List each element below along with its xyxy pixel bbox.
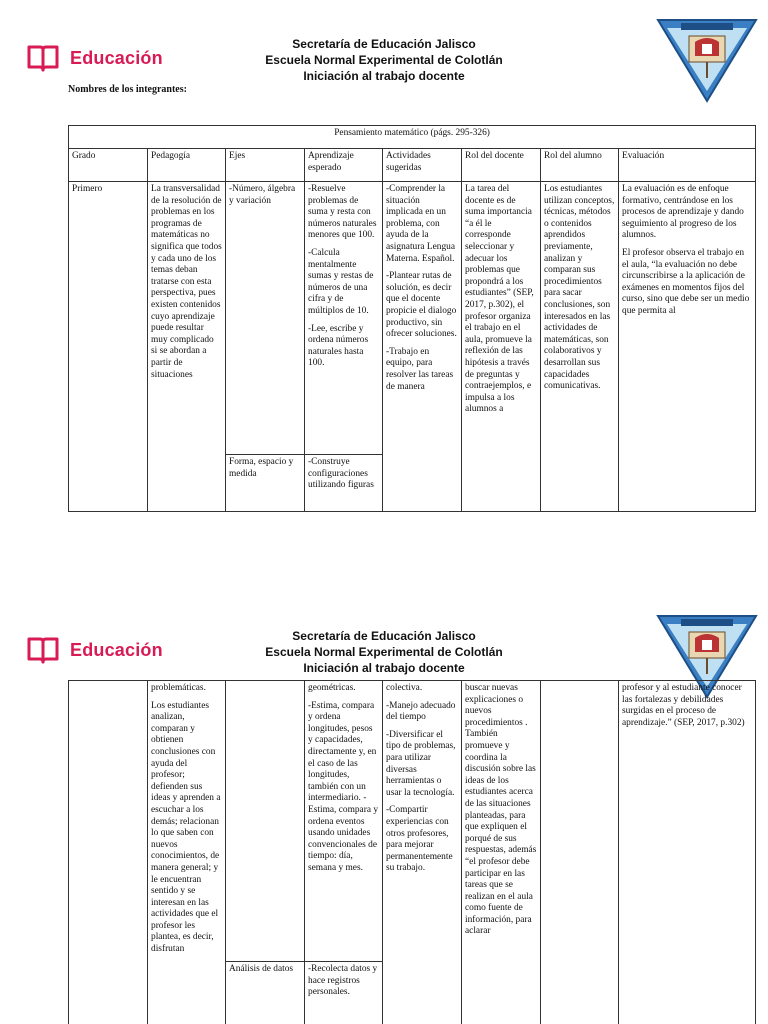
aprendizaje-item: -Lee, escribe y ordena números naturales hasta 100.: [308, 323, 369, 369]
rol-alumno-text: Los estudiantes utilizan conceptos, técnicas, métodos o contenidos aprendidos previamente, analizan y comparan sus procedimientos para sacar conclusiones, son interesados en las actividades de matemáticas, son colaborativos y desarrollan sus capacidades comunicativas.: [544, 184, 615, 392]
header-line-2: Escuela Normal Experimental de Colotlán: [265, 645, 503, 659]
aprendizaje-item: -Estima, compara y ordena longitudes, pesos y capacidades, directamente y, en el caso de las longitudes, también con un intermediario. - Estima, compara y ordena eventos usando unidades convencionales de tiempo: día, semana y mes.: [308, 700, 379, 873]
pedagogia-text: La transversalidad de la resolución de problemas en los programas de matemáticas no significa que todos y cada uno de los temas deban tratarse con esta perspectiva, pues existen contenidos cuyo aprendizaje puede resultar muy complicado si se abordan a partir de situaciones: [151, 184, 222, 380]
evaluacion-text: profesor y al estudiante conocer las fortalezas y debilidades surgidas en el proceso de aprendizaje.” (SEP, 2017, p.302): [622, 683, 745, 728]
curriculum-table: [68, 125, 756, 512]
eje-forma-text: Forma, espacio y medida: [229, 457, 294, 479]
cell-eje-numero: [226, 182, 305, 455]
cell-actividades: [383, 182, 462, 512]
grado-text: Primero: [72, 184, 103, 194]
actividad-item: colectiva.: [386, 683, 423, 693]
column-header-pedagogia: Pedagogía: [148, 149, 226, 182]
aprendizaje-item: geométricas.: [308, 683, 356, 693]
aprendizaje-forma-text: -Construye configuraciones utilizando figuras: [308, 457, 374, 491]
header-line-3: Iniciación al trabajo docente: [303, 661, 465, 675]
header-line-3: Iniciación al trabajo docente: [303, 69, 465, 83]
cell-actividades-cont: [383, 681, 462, 1024]
column-header-rol-docente: Rol del docente: [462, 149, 541, 182]
evaluacion-item: El profesor observa el trabajo en el aula, “la evaluación no debe circunscribirse a la aplicación de exámenes en momentos fijos del curso, sino que debe ser un medio que permita al: [622, 247, 750, 316]
cell-eje-forma: [226, 455, 305, 512]
column-header-actividades: Actividades sugeridas: [383, 149, 462, 182]
cell-grado: [69, 182, 148, 512]
cell-rol-docente-cont: [462, 681, 541, 1024]
cell-aprendizaje-datos: [305, 962, 383, 1024]
header-line-2: Escuela Normal Experimental de Colotlán: [265, 53, 503, 67]
cell-rol-alumno: [541, 182, 619, 512]
school-crest-icon: [655, 16, 759, 104]
cell-rol-docente: [462, 182, 541, 512]
aprendizaje-item: -Resuelve problemas de suma y resta con números naturales menores que 100.: [308, 184, 377, 241]
rol-docente-text: buscar nuevas explicaciones o nuevos procedimientos . También promueve y coordina la discusión sobre las ideas de los estudiantes acerca de las situaciones planteadas, para que expliquen el porqué de sus respuestas, además “el profesor debe participar en las tareas que se realizan en el aula como fuente de información, para aclarar: [465, 683, 537, 937]
cell-aprendizaje-forma-cont: [305, 681, 383, 962]
integrantes-label: Nombres de los integrantes:: [68, 84, 187, 95]
column-header-ejes: Ejes: [226, 149, 305, 182]
table-title: Pensamiento matemático (págs. 295-326): [69, 126, 756, 149]
column-header-grado: Grado: [69, 149, 148, 182]
column-header-evaluacion: Evaluación: [619, 149, 756, 182]
cell-pedagogia: [148, 182, 226, 512]
cell-grado-cont: [69, 681, 148, 1024]
page-header: [0, 36, 768, 84]
cell-eje-datos: [226, 962, 305, 1024]
header-line-1: Secretaría de Educación Jalisco: [292, 37, 476, 51]
pedagogia-item: problemáticas.: [151, 683, 206, 693]
column-header-aprendizaje: Aprendizaje esperado: [305, 149, 383, 182]
eje-datos-text: Análisis de datos: [229, 964, 294, 974]
actividad-item: -Trabajo en equipo, para resolver las tareas de manera: [386, 346, 454, 392]
pedagogia-item: Los estudiantes analizan, comparan y obtienen conclusiones con ayuda del profesor; defienden sus ideas y aprenden a escuchar a los demás; relacionan lo que saben con nuevos conocimientos, de manera general; y le encuentran sentido y se interesan en las actividades que el profesor les plantea, es decir, disfrutan: [151, 700, 221, 955]
logo-text: Educación: [70, 47, 163, 68]
actividad-item: -Comprender la situación implicada en un problema, con ayuda de la asignatura Lengua Materna. Español.: [386, 184, 455, 264]
cell-eje-forma-cont: [226, 681, 305, 962]
column-header-rol-alumno: Rol del alumno: [541, 149, 619, 182]
curriculum-table-continued: [68, 680, 756, 1024]
evaluacion-item: La evaluación es de enfoque formativo, centrándose en los procesos de aprendizaje y dando seguimiento al progreso de los alumnos.: [622, 184, 744, 241]
actividad-item: -Manejo adecuado del tiempo: [386, 700, 456, 723]
cell-pedagogia-cont: [148, 681, 226, 1024]
cell-aprendizaje-numero: [305, 182, 383, 455]
aprendizaje-datos-text: -Recolecta datos y hace registros personales.: [308, 964, 378, 998]
aprendizaje-item: -Calcula mentalmente sumas y restas de números de una cifra y de múltiplos de 10.: [308, 247, 374, 316]
logo-text: Educación: [70, 639, 163, 660]
actividad-item: -Plantear rutas de solución, es decir que el docente propicie el dialogo productivo, sin ofrecer soluciones.: [386, 271, 457, 340]
header-line-1: Secretaría de Educación Jalisco: [292, 629, 476, 643]
cell-rol-alumno-cont: [541, 681, 619, 1024]
actividad-item: -Compartir experiencias con otros profesores, para mejorar permanentemente su trabajo.: [386, 805, 453, 874]
cell-evaluacion-cont: [619, 681, 756, 1024]
cell-evaluacion: [619, 182, 756, 512]
eje-numero-text: -Número, álgebra y variación: [229, 184, 296, 206]
actividad-item: -Diversificar el tipo de problemas, para utilizar diversas herramientas o usar la tecnología.: [386, 729, 456, 798]
page-header: [0, 628, 768, 676]
rol-docente-text: La tarea del docente es de suma importancia “a él le corresponde seleccionar y adecuar los problemas que propondrá a los estudiantes” (SEP, 2017, p.302), el profesor organiza el trabajo en el aula, promueve la reflexión de las hipótesis a través de preguntas y contraejemplos, e impulsa a los alumnos a: [465, 184, 534, 415]
cell-aprendizaje-forma: [305, 455, 383, 512]
